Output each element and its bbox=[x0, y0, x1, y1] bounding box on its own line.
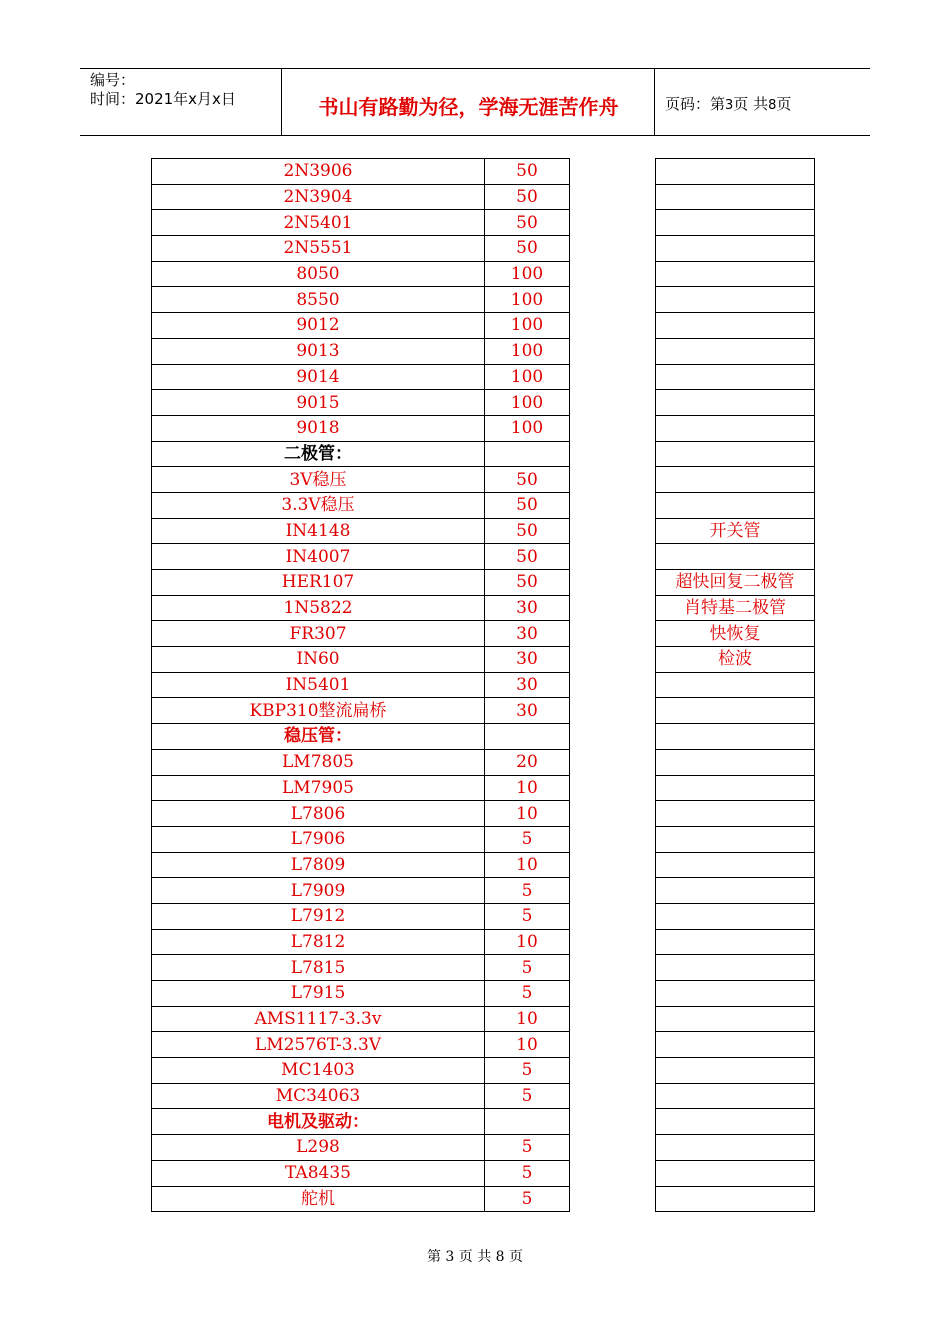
column-gap bbox=[570, 364, 656, 390]
quantity-cell: 30 bbox=[485, 621, 570, 647]
column-gap bbox=[570, 1083, 656, 1109]
quantity-cell: 100 bbox=[485, 390, 570, 416]
table-row bbox=[152, 570, 815, 596]
quantity-cell: 30 bbox=[485, 647, 570, 673]
column-gap bbox=[570, 236, 656, 262]
table-row bbox=[152, 698, 815, 724]
parts-table-body bbox=[152, 159, 815, 1212]
part-name-cell: L7909 bbox=[152, 878, 485, 904]
part-name-cell: 2N3904 bbox=[152, 184, 485, 210]
quantity-cell: 50 bbox=[485, 184, 570, 210]
note-cell: 超快回复二极管 bbox=[656, 570, 815, 596]
note-cell bbox=[656, 1006, 815, 1032]
table-row bbox=[152, 981, 815, 1007]
header-page-number bbox=[665, 93, 791, 114]
table-row bbox=[152, 1186, 815, 1212]
note-cell bbox=[656, 492, 815, 518]
table-row bbox=[152, 852, 815, 878]
note-cell bbox=[656, 1032, 815, 1058]
quantity-cell: 5 bbox=[485, 878, 570, 904]
table-row bbox=[152, 929, 815, 955]
document-time-label: 时间：2021年x月x日 bbox=[90, 90, 236, 108]
column-gap bbox=[570, 184, 656, 210]
note-cell bbox=[656, 415, 815, 441]
note-cell bbox=[656, 159, 815, 185]
part-name-cell: L7806 bbox=[152, 801, 485, 827]
page-footer: 第 3 页 共 8 页 bbox=[426, 1249, 524, 1265]
column-gap bbox=[570, 1032, 656, 1058]
quantity-cell bbox=[485, 1109, 570, 1135]
note-cell bbox=[656, 698, 815, 724]
note-cell bbox=[656, 903, 815, 929]
part-name-cell: MC1403 bbox=[152, 1058, 485, 1084]
column-gap bbox=[570, 159, 656, 185]
quantity-cell: 5 bbox=[485, 1135, 570, 1161]
note-cell bbox=[656, 929, 815, 955]
note-cell bbox=[656, 1109, 815, 1135]
quantity-cell: 10 bbox=[485, 775, 570, 801]
note-cell bbox=[656, 210, 815, 236]
column-gap bbox=[570, 1135, 656, 1161]
table-row bbox=[152, 1083, 815, 1109]
quantity-cell: 10 bbox=[485, 852, 570, 878]
table-row bbox=[152, 1032, 815, 1058]
table-row bbox=[152, 261, 815, 287]
part-name-cell: LM7905 bbox=[152, 775, 485, 801]
part-name-cell: L7915 bbox=[152, 981, 485, 1007]
table-row bbox=[152, 390, 815, 416]
page-prefix: 页码：第 bbox=[665, 95, 726, 113]
note-cell bbox=[656, 261, 815, 287]
table-row bbox=[152, 749, 815, 775]
table-row bbox=[152, 775, 815, 801]
column-gap bbox=[570, 852, 656, 878]
quantity-cell: 50 bbox=[485, 544, 570, 570]
section-row bbox=[152, 724, 815, 750]
table-row bbox=[152, 159, 815, 185]
table-row bbox=[152, 647, 815, 673]
part-name-cell: L7906 bbox=[152, 826, 485, 852]
part-name-cell: IN5401 bbox=[152, 672, 485, 698]
quantity-cell: 20 bbox=[485, 749, 570, 775]
note-cell bbox=[656, 287, 815, 313]
column-gap bbox=[570, 775, 656, 801]
note-cell: 检波 bbox=[656, 647, 815, 673]
table-row bbox=[152, 210, 815, 236]
column-gap bbox=[570, 210, 656, 236]
quantity-cell: 50 bbox=[485, 570, 570, 596]
section-row bbox=[152, 441, 815, 467]
part-name-cell: L7809 bbox=[152, 852, 485, 878]
note-cell bbox=[656, 1160, 815, 1186]
table-row bbox=[152, 313, 815, 339]
part-name-cell: 9014 bbox=[152, 364, 485, 390]
quantity-cell: 10 bbox=[485, 1006, 570, 1032]
column-gap bbox=[570, 647, 656, 673]
column-gap bbox=[570, 1006, 656, 1032]
part-name-cell: KBP310整流扁桥 bbox=[152, 698, 485, 724]
quantity-cell: 100 bbox=[485, 364, 570, 390]
page-header bbox=[80, 68, 870, 136]
note-cell bbox=[656, 390, 815, 416]
quantity-cell bbox=[485, 441, 570, 467]
note-cell bbox=[656, 1135, 815, 1161]
column-gap bbox=[570, 338, 656, 364]
note-cell bbox=[656, 441, 815, 467]
column-gap bbox=[570, 1109, 656, 1135]
note-cell bbox=[656, 1083, 815, 1109]
column-gap bbox=[570, 801, 656, 827]
column-gap bbox=[570, 672, 656, 698]
column-gap bbox=[570, 313, 656, 339]
part-name-cell: 2N3906 bbox=[152, 159, 485, 185]
quantity-cell: 5 bbox=[485, 826, 570, 852]
note-cell bbox=[656, 852, 815, 878]
note-cell bbox=[656, 724, 815, 750]
note-cell bbox=[656, 1058, 815, 1084]
table-row bbox=[152, 467, 815, 493]
part-name-cell: HER107 bbox=[152, 570, 485, 596]
column-gap bbox=[570, 390, 656, 416]
parts-table bbox=[151, 158, 815, 1212]
table-row bbox=[152, 672, 815, 698]
quantity-cell: 30 bbox=[485, 672, 570, 698]
column-gap bbox=[570, 415, 656, 441]
quantity-cell: 100 bbox=[485, 287, 570, 313]
note-cell: 快恢复 bbox=[656, 621, 815, 647]
table-row bbox=[152, 1160, 815, 1186]
part-name-cell: 3.3V稳压 bbox=[152, 492, 485, 518]
column-gap bbox=[570, 1186, 656, 1212]
table-row bbox=[152, 801, 815, 827]
section-heading: 二极管： bbox=[152, 441, 485, 467]
part-name-cell: 1N5822 bbox=[152, 595, 485, 621]
table-row bbox=[152, 621, 815, 647]
column-gap bbox=[570, 467, 656, 493]
note-cell bbox=[656, 878, 815, 904]
quantity-cell: 50 bbox=[485, 467, 570, 493]
part-name-cell: FR307 bbox=[152, 621, 485, 647]
quantity-cell: 10 bbox=[485, 801, 570, 827]
page-middle: 页 共 bbox=[733, 95, 769, 113]
document-number-label: 编号： bbox=[90, 71, 136, 89]
quantity-cell: 5 bbox=[485, 981, 570, 1007]
column-gap bbox=[570, 570, 656, 596]
table-row bbox=[152, 236, 815, 262]
table-row bbox=[152, 544, 815, 570]
table-row bbox=[152, 595, 815, 621]
table-row bbox=[152, 415, 815, 441]
note-cell bbox=[656, 775, 815, 801]
note-cell bbox=[656, 1186, 815, 1212]
part-name-cell: TA8435 bbox=[152, 1160, 485, 1186]
column-gap bbox=[570, 261, 656, 287]
column-gap bbox=[570, 724, 656, 750]
part-name-cell: IN4007 bbox=[152, 544, 485, 570]
part-name-cell: 9015 bbox=[152, 390, 485, 416]
table-row bbox=[152, 287, 815, 313]
table-row bbox=[152, 878, 815, 904]
note-cell bbox=[656, 184, 815, 210]
table-row bbox=[152, 826, 815, 852]
part-name-cell: 舵机 bbox=[152, 1186, 485, 1212]
part-name-cell: 9012 bbox=[152, 313, 485, 339]
section-heading: 稳压管： bbox=[152, 724, 485, 750]
part-name-cell: L7812 bbox=[152, 929, 485, 955]
column-gap bbox=[570, 929, 656, 955]
quantity-cell: 50 bbox=[485, 236, 570, 262]
table-row bbox=[152, 492, 815, 518]
table-row bbox=[152, 338, 815, 364]
quantity-cell: 30 bbox=[485, 595, 570, 621]
column-gap bbox=[570, 878, 656, 904]
quantity-cell: 5 bbox=[485, 1160, 570, 1186]
part-name-cell: IN4148 bbox=[152, 518, 485, 544]
column-gap bbox=[570, 981, 656, 1007]
part-name-cell: 3V稳压 bbox=[152, 467, 485, 493]
note-cell bbox=[656, 364, 815, 390]
table-row bbox=[152, 903, 815, 929]
note-cell bbox=[656, 801, 815, 827]
quantity-cell: 100 bbox=[485, 313, 570, 339]
note-cell bbox=[656, 313, 815, 339]
quantity-cell: 50 bbox=[485, 518, 570, 544]
column-gap bbox=[570, 698, 656, 724]
section-row bbox=[152, 1109, 815, 1135]
column-gap bbox=[570, 595, 656, 621]
column-gap bbox=[570, 1160, 656, 1186]
part-name-cell: 9013 bbox=[152, 338, 485, 364]
column-gap bbox=[570, 287, 656, 313]
table-row bbox=[152, 364, 815, 390]
column-gap bbox=[570, 621, 656, 647]
part-name-cell: 8550 bbox=[152, 287, 485, 313]
part-name-cell: 2N5551 bbox=[152, 236, 485, 262]
part-name-cell: 8050 bbox=[152, 261, 485, 287]
table-row bbox=[152, 955, 815, 981]
table-row bbox=[152, 1135, 815, 1161]
quantity-cell: 5 bbox=[485, 903, 570, 929]
column-gap bbox=[570, 441, 656, 467]
quantity-cell: 50 bbox=[485, 159, 570, 185]
part-name-cell: L7815 bbox=[152, 955, 485, 981]
quantity-cell bbox=[485, 724, 570, 750]
note-cell bbox=[656, 826, 815, 852]
part-name-cell: L298 bbox=[152, 1135, 485, 1161]
quantity-cell: 50 bbox=[485, 210, 570, 236]
part-name-cell: IN60 bbox=[152, 647, 485, 673]
part-name-cell: L7912 bbox=[152, 903, 485, 929]
note-cell bbox=[656, 981, 815, 1007]
page-current: 3 bbox=[725, 98, 734, 113]
part-name-cell: MC34063 bbox=[152, 1083, 485, 1109]
column-gap bbox=[570, 492, 656, 518]
quantity-cell: 5 bbox=[485, 1186, 570, 1212]
quantity-cell: 100 bbox=[485, 261, 570, 287]
part-name-cell: LM2576T-3.3V bbox=[152, 1032, 485, 1058]
column-gap bbox=[570, 903, 656, 929]
note-cell bbox=[656, 672, 815, 698]
note-cell bbox=[656, 338, 815, 364]
part-name-cell: AMS1117-3.3v bbox=[152, 1006, 485, 1032]
section-heading: 电机及驱动： bbox=[152, 1109, 485, 1135]
note-cell bbox=[656, 467, 815, 493]
column-gap bbox=[570, 955, 656, 981]
note-cell: 肖特基二极管 bbox=[656, 595, 815, 621]
note-cell bbox=[656, 749, 815, 775]
part-name-cell: 2N5401 bbox=[152, 210, 485, 236]
table-row bbox=[152, 184, 815, 210]
quantity-cell: 10 bbox=[485, 1032, 570, 1058]
quantity-cell: 50 bbox=[485, 492, 570, 518]
note-cell bbox=[656, 544, 815, 570]
quantity-cell: 100 bbox=[485, 338, 570, 364]
quantity-cell: 5 bbox=[485, 955, 570, 981]
header-meta bbox=[90, 71, 236, 109]
note-cell bbox=[656, 236, 815, 262]
column-gap bbox=[570, 826, 656, 852]
page-total: 8 bbox=[768, 98, 777, 113]
column-gap bbox=[570, 544, 656, 570]
quantity-cell: 5 bbox=[485, 1083, 570, 1109]
column-gap bbox=[570, 749, 656, 775]
table-row bbox=[152, 518, 815, 544]
note-cell bbox=[656, 955, 815, 981]
header-motto: 书山有路勤为径，学海无涯苦作舟 bbox=[318, 95, 619, 119]
quantity-cell: 30 bbox=[485, 698, 570, 724]
part-name-cell: 9018 bbox=[152, 415, 485, 441]
column-gap bbox=[570, 518, 656, 544]
column-gap bbox=[570, 1058, 656, 1084]
note-cell: 开关管 bbox=[656, 518, 815, 544]
quantity-cell: 5 bbox=[485, 1058, 570, 1084]
page-suffix: 页 bbox=[776, 95, 792, 113]
part-name-cell: LM7805 bbox=[152, 749, 485, 775]
table-row bbox=[152, 1058, 815, 1084]
quantity-cell: 10 bbox=[485, 929, 570, 955]
table-row bbox=[152, 1006, 815, 1032]
quantity-cell: 100 bbox=[485, 415, 570, 441]
